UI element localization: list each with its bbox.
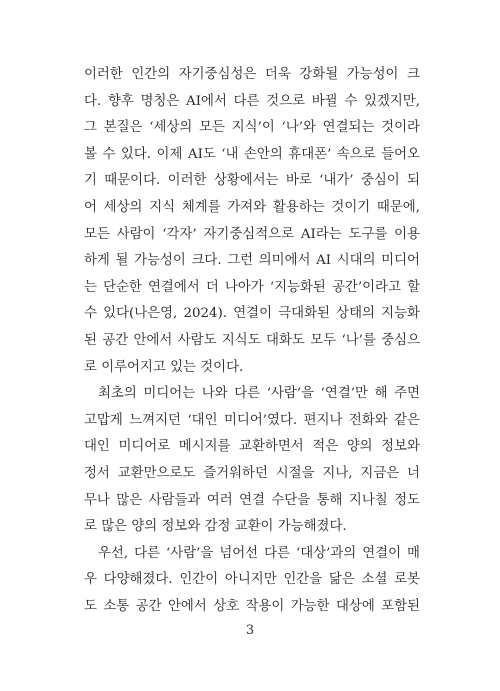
text-line: 고맙게 느껴지던 ‘대인 미디어’였다. 편지나 전화와 같은 [84, 412, 420, 428]
text-line: 기 때문이다. 이러한 상황에서는 바로 ‘내가’ 중심이 되 [84, 173, 420, 189]
text-line: 다. 향후 명칭은 AI에서 다른 것으로 바뀔 수 있겠지만, [84, 93, 420, 109]
text-line: 최초의 미디어는 나와 다른 ‘사람’을 ‘연결’만 해 주면 [98, 386, 420, 402]
text-line: 우 다양해졌다. 인간이 아니지만 인간을 닮은 소셜 로봇 [84, 572, 420, 588]
text-line: 그 본질은 ‘세상의 모든 지식’이 ‘나’와 연결되는 것이라 [84, 120, 420, 136]
text-line: 도 소통 공간 안에서 상호 작용이 가능한 대상에 포함된 [84, 598, 420, 614]
page-number: 3 [245, 623, 255, 638]
text-line: 어 세상의 지식 체계를 가져와 활용하는 것이기 때문에, [84, 199, 420, 215]
text-line: 로 이루어지고 있는 것이다. [84, 359, 244, 375]
text-line: 된 공간 안에서 사람도 지식도 대화도 모두 ‘나’를 중심으 [84, 332, 420, 348]
text-line: 모든 사람이 ‘각자’ 자기중심적으로 AI라는 도구를 이용 [84, 226, 420, 242]
body-text [84, 62, 420, 620]
text-line: 는 단순한 연결에서 더 나아가 ‘지능화된 공간’이라고 할 [84, 279, 420, 295]
text-line: 대인 미디어로 메시지를 교환하면서 적은 양의 정보와 [84, 439, 420, 455]
text-line: 정서 교환만으로도 즐거워하던 시절을 지나, 지금은 너 [84, 465, 420, 481]
text-line: 이러한 인간의 자기중심성은 더욱 강화될 가능성이 크 [84, 67, 420, 82]
text-line: 볼 수 있다. 이제 AI도 ‘내 손안의 휴대폰’ 속으로 들어오 [84, 146, 420, 162]
text-line: 하게 될 가능성이 크다. 그런 의미에서 AI 시대의 미디어 [84, 253, 420, 269]
text-line: 우선, 다른 ‘사람’을 넘어선 다른 ‘대상’과의 연결이 매 [98, 545, 420, 561]
text-line: 무나 많은 사람들과 여러 연결 수단을 통해 지나칠 정도 [84, 492, 420, 508]
text-line: 로 많은 양의 정보와 감정 교환이 가능해졌다. [84, 519, 347, 535]
text-line: 수 있다(나은영, 2024). 연결이 극대화된 상태의 지능화 [84, 306, 420, 322]
